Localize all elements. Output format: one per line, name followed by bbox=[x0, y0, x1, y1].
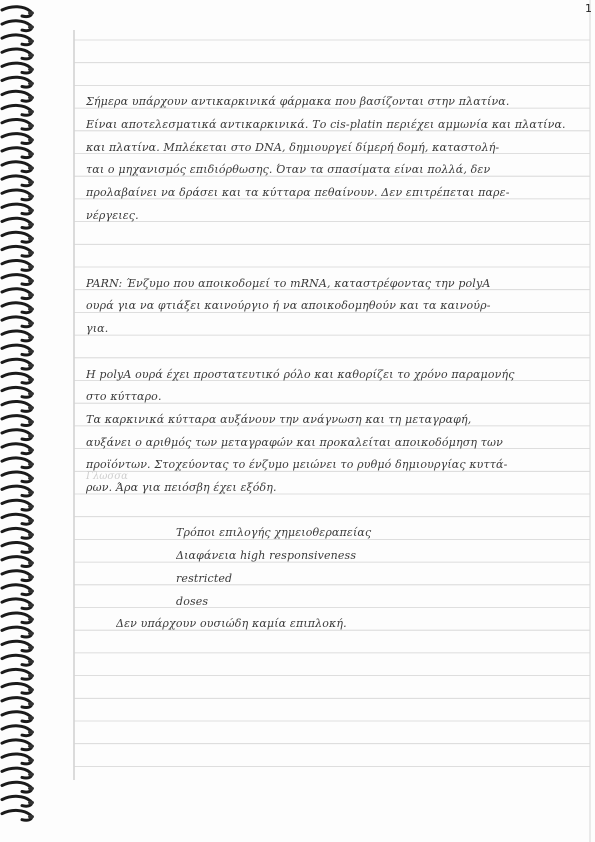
spiral-ring bbox=[2, 655, 34, 665]
note-line: Τρόποι επιλογής χημειοθεραπείας bbox=[176, 526, 372, 540]
spiral-ring bbox=[2, 514, 34, 524]
spiral-ring bbox=[2, 641, 34, 651]
spiral-ring bbox=[2, 232, 34, 242]
spiral-ring bbox=[2, 458, 34, 468]
note-line: PARN: Ένζυμο που αποικοδομεί το mRNA, καταστρέφοντας την polyA bbox=[86, 276, 491, 290]
note-line: Είναι αποτελεσματικά αντικαρκινικά. Το cis-platin περιέχει αμμωνία και πλατίνα. bbox=[86, 117, 566, 131]
spiral-ring bbox=[2, 444, 34, 454]
spiral-ring bbox=[2, 698, 34, 708]
spiral-ring bbox=[2, 528, 34, 538]
spiral-ring bbox=[2, 204, 34, 214]
spiral-ring bbox=[2, 782, 34, 792]
spiral-ring bbox=[2, 613, 34, 623]
spiral-ring bbox=[2, 416, 34, 426]
spiral-ring bbox=[2, 162, 34, 172]
note-line: ται ο μηχανισμός επιδιόρθωσης. Όταν τα σπασίματα είναι πολλά, δεν bbox=[86, 163, 491, 177]
spiral-ring bbox=[2, 571, 34, 581]
spiral-ring bbox=[2, 810, 34, 820]
spiral-ring bbox=[2, 472, 34, 482]
spiral-ring bbox=[2, 7, 34, 17]
note-line: αυξάνει ο αριθμός των μεταγραφών και προκαλείται αποικοδόμηση των bbox=[86, 435, 503, 449]
spiral-ring bbox=[2, 669, 34, 679]
spiral-ring bbox=[2, 402, 34, 412]
spiral-ring bbox=[2, 261, 34, 271]
note-line: restricted bbox=[176, 571, 233, 585]
spiral-ring bbox=[2, 303, 34, 313]
spiral-binding bbox=[0, 0, 40, 842]
spiral-ring bbox=[2, 585, 34, 595]
spiral-ring bbox=[2, 726, 34, 736]
note-line: στο κύτταρο. bbox=[86, 390, 162, 404]
note-line: Δεν υπάρχουν ουσιώδη καμία επιπλοκή. bbox=[116, 617, 347, 631]
note-line: ρων. Άρα για πειόσβη έχει εξόδη. bbox=[86, 481, 277, 494]
spiral-ring bbox=[2, 387, 34, 397]
note-line: προϊόντων. Στοχεύοντας το ένζυμο μειώνει το ρυθμό δημιουργίας κυττά- bbox=[86, 458, 508, 472]
spiral-ring bbox=[2, 796, 34, 806]
spiral-ring bbox=[2, 134, 34, 144]
spiral-ring bbox=[2, 599, 34, 609]
note-line: Η polyA ουρά έχει προστατευτικό ρόλο και καθορίζει το χρόνο παραμονής bbox=[86, 367, 515, 381]
spiral-ring bbox=[2, 21, 34, 31]
spiral-ring bbox=[2, 190, 34, 200]
note-line: για. bbox=[86, 322, 109, 336]
page-number: 1 bbox=[585, 2, 592, 15]
note-line: και πλατίνα. Μπλέκεται στο DNA, δημιουργεί δίμερή δομή, καταστολή- bbox=[86, 140, 500, 154]
spiral-ring bbox=[2, 176, 34, 186]
spiral-ring bbox=[2, 246, 34, 256]
note-line: Διαφάνεια high responsiveness bbox=[176, 549, 357, 563]
spiral-ring bbox=[2, 49, 34, 59]
note-line: προλαβαίνει να δράσει και τα κύτταρα πεθαίνουν. Δεν επιτρέπεται παρε- bbox=[86, 185, 510, 199]
spiral-ring bbox=[2, 740, 34, 750]
faint-margin-word: Γλωσσα bbox=[86, 471, 128, 482]
spiral-ring bbox=[2, 289, 34, 299]
note-line: doses bbox=[176, 594, 209, 608]
spiral-ring bbox=[2, 500, 34, 510]
spiral-ring bbox=[2, 430, 34, 440]
spiral-ring bbox=[2, 712, 34, 722]
spiral-ring bbox=[2, 63, 34, 73]
spiral-ring bbox=[2, 35, 34, 45]
note-line: ουρά για να φτιάξει καινούργιο ή να αποικοδομηθούν και τα καινούρ- bbox=[86, 299, 491, 313]
spiral-ring bbox=[2, 77, 34, 87]
spiral-ring bbox=[2, 345, 34, 355]
spiral-ring bbox=[2, 91, 34, 101]
note-line: νέργειες. bbox=[86, 208, 139, 222]
spiral-ring bbox=[2, 557, 34, 567]
spiral-ring bbox=[2, 627, 34, 637]
note-line: Σήμερα υπάρχουν αντικαρκινικά φάρμακα που βασίζονται στην πλατίνα. bbox=[86, 95, 510, 109]
spiral-ring bbox=[2, 331, 34, 341]
spiral-ring bbox=[2, 275, 34, 285]
spiral-ring bbox=[2, 768, 34, 778]
spiral-ring bbox=[2, 120, 34, 130]
spiral-ring bbox=[2, 373, 34, 383]
note-line: Τα καρκινικά κύτταρα αυξάνουν την ανάγνωση και τη μεταγραφή, bbox=[86, 412, 472, 426]
spiral-ring bbox=[2, 486, 34, 496]
spiral-ring bbox=[2, 754, 34, 764]
spiral-ring bbox=[2, 359, 34, 369]
spiral-ring bbox=[2, 148, 34, 158]
spiral-ring bbox=[2, 684, 34, 694]
spiral-ring bbox=[2, 543, 34, 553]
spiral-ring bbox=[2, 105, 34, 115]
spiral-ring bbox=[2, 218, 34, 228]
spiral-ring bbox=[2, 317, 34, 327]
